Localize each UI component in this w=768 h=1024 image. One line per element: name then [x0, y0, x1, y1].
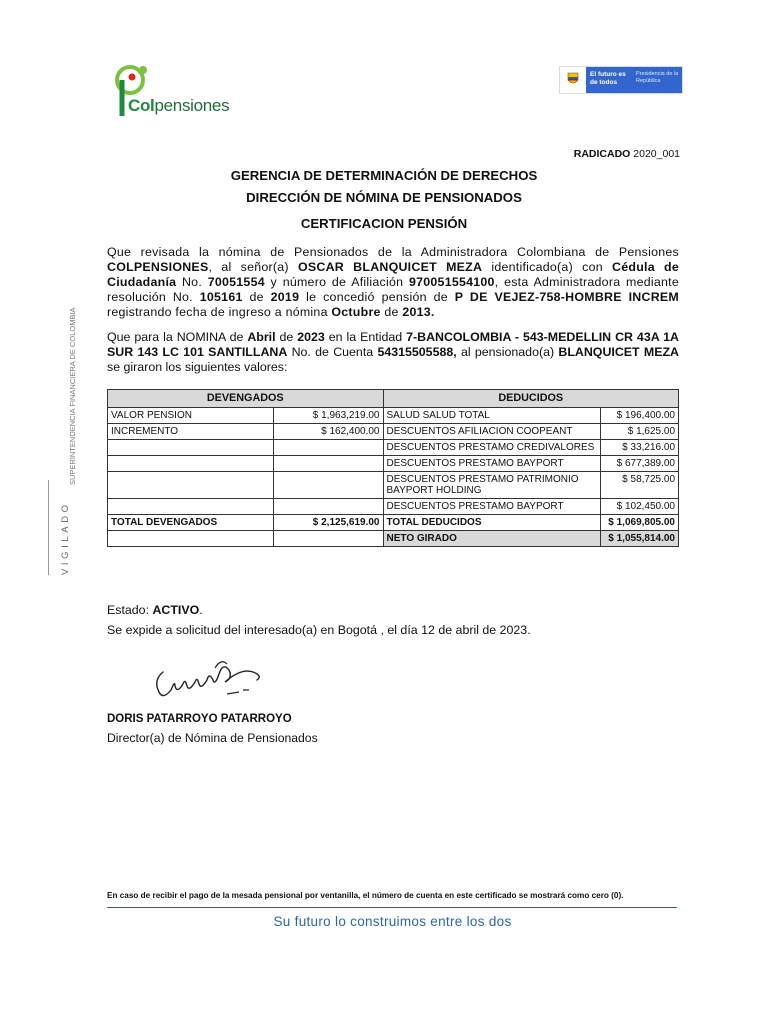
dev-value: [273, 456, 383, 472]
ded-value: $ 102,450.00: [601, 499, 679, 515]
heading-certificacion: CERTIFICACION PENSIÓN: [300, 216, 468, 231]
gov-badge-band: [586, 67, 682, 93]
vigilado-label: VIGILADO: [60, 501, 71, 575]
neto-row: [108, 531, 679, 547]
payment-table: [107, 389, 679, 547]
dev-value: $ 1,963,219.00: [273, 408, 383, 424]
dev-label: INCREMENTO: [108, 424, 274, 440]
dev-value: $ 162,400.00: [273, 424, 383, 440]
ded-value: $ 677,389.00: [601, 456, 679, 472]
dev-label: [108, 440, 274, 456]
table-row: [108, 408, 679, 424]
table-row: [108, 456, 679, 472]
heading-direccion: DIRECCIÓN DE NÓMINA DE PENSIONADOS: [246, 190, 522, 205]
gov-badge-line2: Presidencia de la República: [636, 71, 679, 84]
ded-value: $ 1,625.00: [601, 424, 679, 440]
dev-label: VALOR PENSION: [108, 408, 274, 424]
empty-cell: [273, 531, 383, 547]
dev-value: [273, 440, 383, 456]
dev-label: [108, 499, 274, 515]
table-header-row: [108, 390, 679, 408]
dev-value: [273, 472, 383, 499]
paragraph-payment: Que para la NOMINA de Abril de 2023 en la Entidad 7-BANCOLOMBIA - 543-MEDELLIN CR 43A 1A SUR 143 LC 101 SANTILLANA No. de Cuenta 54315505588, al pensionado(a) BLANQUICET MEZA se giraron los siguientes valores:: [107, 330, 679, 374]
paragraph-pension-grant: Que revisada la nómina de Pensionados de la Administradora Colombiana de Pensiones COLPENSIONES, al señor(a) OSCAR BLANQUICET MEZA identificado(a) con Cédula de Ciudadanía No. 70051554 y número de Afiliación 970051554100, esta Administradora mediante resolución No. 105161 de 2019 le concedió pensión de P DE VEJEZ-758-HOMBRE INCREM registrando fecha de ingreso a nómina Octubre de 2013.: [107, 245, 680, 319]
total-deducidos-value: $ 1,069,805.00: [601, 515, 679, 531]
vigilado-sidebar: [50, 307, 80, 580]
colpensiones-logo: [108, 60, 258, 120]
neto-girado-value: $ 1,055,814.00: [601, 531, 679, 547]
table-row: [108, 472, 679, 499]
coat-of-arms-icon: [564, 70, 582, 88]
footnote: En caso de recibir el pago de la mesada pensional por ventanilla, el número de cuenta en este certificado se mostrará como cero (0).: [107, 891, 624, 900]
superintendencia-label: SUPERINTENDENCIA FINANCIERA DE COLOMBIA: [68, 307, 77, 485]
ded-value: $ 33,216.00: [601, 440, 679, 456]
dev-value: [273, 499, 383, 515]
total-devengados-value: $ 2,125,619.00: [273, 515, 383, 531]
handwritten-signature: [145, 650, 275, 708]
dev-label: [108, 456, 274, 472]
table-row: [108, 440, 679, 456]
gov-badge: [559, 66, 683, 94]
signer-role: Director(a) de Nómina de Pensionados: [107, 731, 318, 745]
signer-name: DORIS PATARROYO PATARROYO: [107, 713, 292, 725]
gov-badge-line1: El futuro es de todos: [590, 71, 626, 86]
ded-label: DESCUENTOS PRESTAMO CREDIVALORES: [383, 440, 601, 456]
empty-cell: [108, 531, 274, 547]
footer-slogan: Su futuro lo construimos entre los dos: [273, 914, 512, 929]
ded-label: SALUD SALUD TOTAL: [383, 408, 601, 424]
radicado: RADICADO 2020_001: [573, 148, 680, 160]
expide-line: Se expide a solicitud del interesado(a) en Bogotá , el día 12 de abril de 2023.: [107, 623, 531, 637]
estado-line: Estado: ACTIVO.: [107, 603, 203, 617]
neto-girado-label: NETO GIRADO: [383, 531, 601, 547]
brand-name: Colpensiones: [128, 96, 230, 115]
totals-row: [108, 515, 679, 531]
dev-label: [108, 472, 274, 499]
ded-label: DESCUENTOS PRESTAMO BAYPORT: [383, 456, 601, 472]
heading-gerencia: GERENCIA DE DETERMINACIÓN DE DERECHOS: [230, 168, 538, 183]
ded-value: $ 58,725.00: [601, 472, 679, 499]
header-deducidos: DEDUCIDOS: [383, 390, 679, 408]
estado-value: ACTIVO: [152, 603, 200, 617]
table-row: [108, 499, 679, 515]
header-devengados: DEVENGADOS: [108, 390, 384, 408]
sidebar-divider: [48, 480, 49, 575]
ded-label: DESCUENTOS AFILIACION COOPEANT: [383, 424, 601, 440]
table-row: [108, 424, 679, 440]
total-deducidos-label: TOTAL DEDUCIDOS: [383, 515, 601, 531]
total-devengados-label: TOTAL DEVENGADOS: [108, 515, 274, 531]
ded-label: DESCUENTOS PRESTAMO BAYPORT: [383, 499, 601, 515]
footer-divider: [107, 907, 677, 908]
ded-label: DESCUENTOS PRESTAMO PATRIMONIO BAYPORT HOLDING: [383, 472, 601, 499]
ded-value: $ 196,400.00: [601, 408, 679, 424]
